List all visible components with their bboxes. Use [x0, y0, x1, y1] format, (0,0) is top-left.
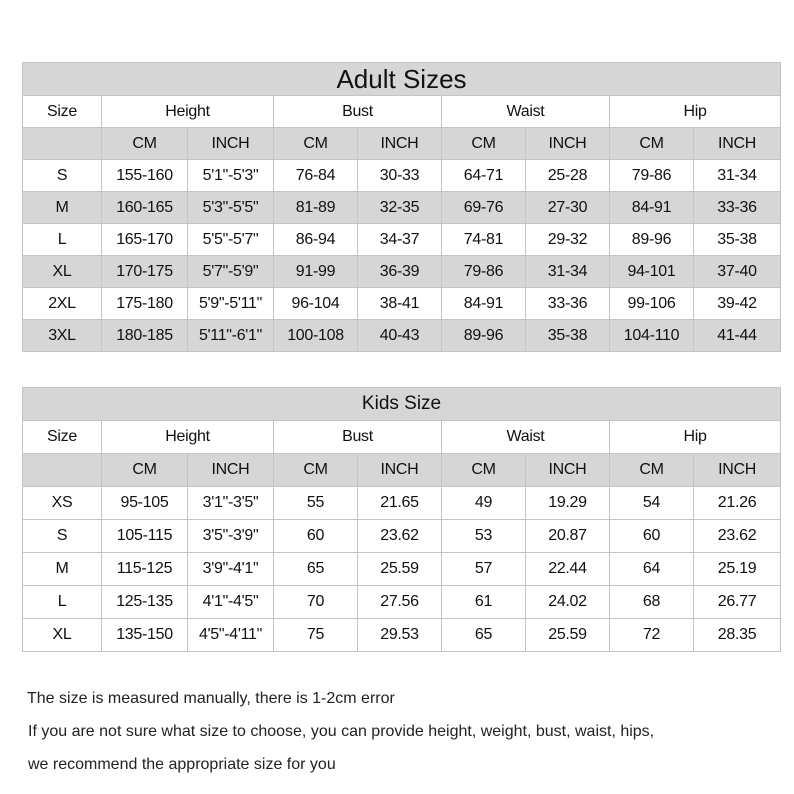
unit-header: INCH	[526, 454, 610, 487]
adult-title-row	[23, 63, 781, 96]
table-cell: 53	[442, 520, 526, 553]
unit-header: CM	[442, 128, 526, 160]
adult-unit-header-row	[23, 128, 781, 160]
table-cell: 64-71	[442, 160, 526, 192]
table-cell: 175-180	[102, 288, 188, 320]
table-cell: 91-99	[274, 256, 358, 288]
header-waist: Waist	[442, 421, 610, 454]
table-cell: 23.62	[358, 520, 442, 553]
table-cell: 74-81	[442, 224, 526, 256]
table-cell: 180-185	[102, 320, 188, 352]
table-cell: 34-37	[358, 224, 442, 256]
table-cell: 32-35	[358, 192, 442, 224]
size-cell: XS	[23, 487, 102, 520]
table-cell: 22.44	[526, 553, 610, 586]
size-cell: S	[23, 160, 102, 192]
table-cell: 27-30	[526, 192, 610, 224]
table-cell: 20.87	[526, 520, 610, 553]
table-cell: 33-36	[694, 192, 781, 224]
size-cell: 3XL	[23, 320, 102, 352]
table-cell: 70	[274, 586, 358, 619]
kids-size-table	[22, 387, 781, 652]
table-cell: 23.62	[694, 520, 781, 553]
header-bust: Bust	[274, 421, 442, 454]
table-cell: 89-96	[442, 320, 526, 352]
size-cell: L	[23, 586, 102, 619]
table-cell: 100-108	[274, 320, 358, 352]
table-cell: 3'1"-3'5"	[188, 487, 274, 520]
table-cell: 24.02	[526, 586, 610, 619]
table-cell: 21.26	[694, 487, 781, 520]
table-row	[23, 192, 781, 224]
table-cell: 60	[610, 520, 694, 553]
table-cell: 69-76	[442, 192, 526, 224]
table-cell: 25.19	[694, 553, 781, 586]
table-cell: 49	[442, 487, 526, 520]
table-cell: 84-91	[442, 288, 526, 320]
table-cell: 28.35	[694, 619, 781, 652]
unit-header: INCH	[694, 454, 781, 487]
size-cell: M	[23, 553, 102, 586]
unit-header: INCH	[188, 454, 274, 487]
size-cell: M	[23, 192, 102, 224]
unit-blank	[23, 128, 102, 160]
table-cell: 60	[274, 520, 358, 553]
size-notes	[27, 688, 787, 787]
unit-header: CM	[610, 128, 694, 160]
table-row	[23, 487, 781, 520]
kids-table-title: Kids Size	[23, 388, 781, 421]
unit-header: INCH	[358, 454, 442, 487]
table-cell: 95-105	[102, 487, 188, 520]
header-hip: Hip	[610, 421, 781, 454]
unit-header: CM	[274, 454, 358, 487]
size-cell: XL	[23, 256, 102, 288]
table-cell: 36-39	[358, 256, 442, 288]
adult-size-table	[22, 62, 781, 352]
size-cell: L	[23, 224, 102, 256]
table-cell: 84-91	[610, 192, 694, 224]
table-row	[23, 553, 781, 586]
table-cell: 30-33	[358, 160, 442, 192]
unit-header: INCH	[358, 128, 442, 160]
table-cell: 37-40	[694, 256, 781, 288]
table-cell: 25-28	[526, 160, 610, 192]
table-cell: 64	[610, 553, 694, 586]
table-cell: 99-106	[610, 288, 694, 320]
table-cell: 5'9"-5'11"	[188, 288, 274, 320]
note-measurement-error: The size is measured manually, there is 1-2cm error	[27, 690, 395, 707]
kids-group-header-row	[23, 421, 781, 454]
table-cell: 35-38	[694, 224, 781, 256]
table-row	[23, 320, 781, 352]
unit-header: INCH	[694, 128, 781, 160]
header-hip: Hip	[610, 96, 781, 128]
adult-table-title: Adult Sizes	[23, 63, 781, 96]
table-cell: 26.77	[694, 586, 781, 619]
table-cell: 86-94	[274, 224, 358, 256]
table-row	[23, 619, 781, 652]
table-cell: 165-170	[102, 224, 188, 256]
unit-header: CM	[102, 128, 188, 160]
header-bust: Bust	[274, 96, 442, 128]
table-cell: 19.29	[526, 487, 610, 520]
table-cell: 27.56	[358, 586, 442, 619]
table-cell: 4'1"-4'5"	[188, 586, 274, 619]
unit-header: CM	[442, 454, 526, 487]
unit-header: CM	[274, 128, 358, 160]
table-cell: 65	[274, 553, 358, 586]
table-cell: 4'5"-4'11"	[188, 619, 274, 652]
table-cell: 3'5"-3'9"	[188, 520, 274, 553]
table-cell: 135-150	[102, 619, 188, 652]
table-cell: 79-86	[442, 256, 526, 288]
table-cell: 104-110	[610, 320, 694, 352]
unit-header: CM	[102, 454, 188, 487]
table-cell: 3'9"-4'1"	[188, 553, 274, 586]
table-cell: 5'1"-5'3"	[188, 160, 274, 192]
kids-title-row	[23, 388, 781, 421]
table-cell: 25.59	[358, 553, 442, 586]
header-size: Size	[23, 421, 102, 454]
table-cell: 79-86	[610, 160, 694, 192]
table-cell: 65	[442, 619, 526, 652]
table-cell: 54	[610, 487, 694, 520]
kids-size-chart	[22, 387, 780, 652]
table-cell: 57	[442, 553, 526, 586]
table-cell: 94-101	[610, 256, 694, 288]
table-cell: 115-125	[102, 553, 188, 586]
header-height: Height	[102, 96, 274, 128]
table-cell: 96-104	[274, 288, 358, 320]
table-cell: 41-44	[694, 320, 781, 352]
header-size: Size	[23, 96, 102, 128]
table-cell: 75	[274, 619, 358, 652]
adult-group-header-row	[23, 96, 781, 128]
table-cell: 55	[274, 487, 358, 520]
note-size-advice: If you are not sure what size to choose, you can provide height, weight, bust, waist, hips,	[28, 723, 655, 740]
adult-size-chart	[22, 62, 780, 352]
table-cell: 35-38	[526, 320, 610, 352]
header-waist: Waist	[442, 96, 610, 128]
table-cell: 72	[610, 619, 694, 652]
size-cell: S	[23, 520, 102, 553]
table-cell: 155-160	[102, 160, 188, 192]
table-cell: 29-32	[526, 224, 610, 256]
table-cell: 105-115	[102, 520, 188, 553]
table-cell: 125-135	[102, 586, 188, 619]
table-cell: 39-42	[694, 288, 781, 320]
table-cell: 31-34	[694, 160, 781, 192]
table-cell: 5'5"-5'7"	[188, 224, 274, 256]
unit-header: INCH	[526, 128, 610, 160]
note-recommendation: we recommend the appropriate size for you	[28, 756, 336, 773]
table-row	[23, 288, 781, 320]
header-height: Height	[102, 421, 274, 454]
table-cell: 61	[442, 586, 526, 619]
table-cell: 38-41	[358, 288, 442, 320]
table-cell: 29.53	[358, 619, 442, 652]
kids-unit-header-row	[23, 454, 781, 487]
table-cell: 25.59	[526, 619, 610, 652]
table-cell: 170-175	[102, 256, 188, 288]
size-cell: 2XL	[23, 288, 102, 320]
table-row	[23, 224, 781, 256]
table-row	[23, 256, 781, 288]
table-cell: 21.65	[358, 487, 442, 520]
table-row	[23, 160, 781, 192]
size-cell: XL	[23, 619, 102, 652]
table-cell: 5'11"-6'1"	[188, 320, 274, 352]
table-row	[23, 520, 781, 553]
table-cell: 40-43	[358, 320, 442, 352]
table-cell: 5'3"-5'5"	[188, 192, 274, 224]
unit-header: CM	[610, 454, 694, 487]
table-cell: 31-34	[526, 256, 610, 288]
table-cell: 5'7"-5'9"	[188, 256, 274, 288]
table-row	[23, 586, 781, 619]
table-cell: 76-84	[274, 160, 358, 192]
unit-header: INCH	[188, 128, 274, 160]
table-cell: 89-96	[610, 224, 694, 256]
table-cell: 160-165	[102, 192, 188, 224]
table-cell: 81-89	[274, 192, 358, 224]
unit-blank	[23, 454, 102, 487]
table-cell: 33-36	[526, 288, 610, 320]
table-cell: 68	[610, 586, 694, 619]
